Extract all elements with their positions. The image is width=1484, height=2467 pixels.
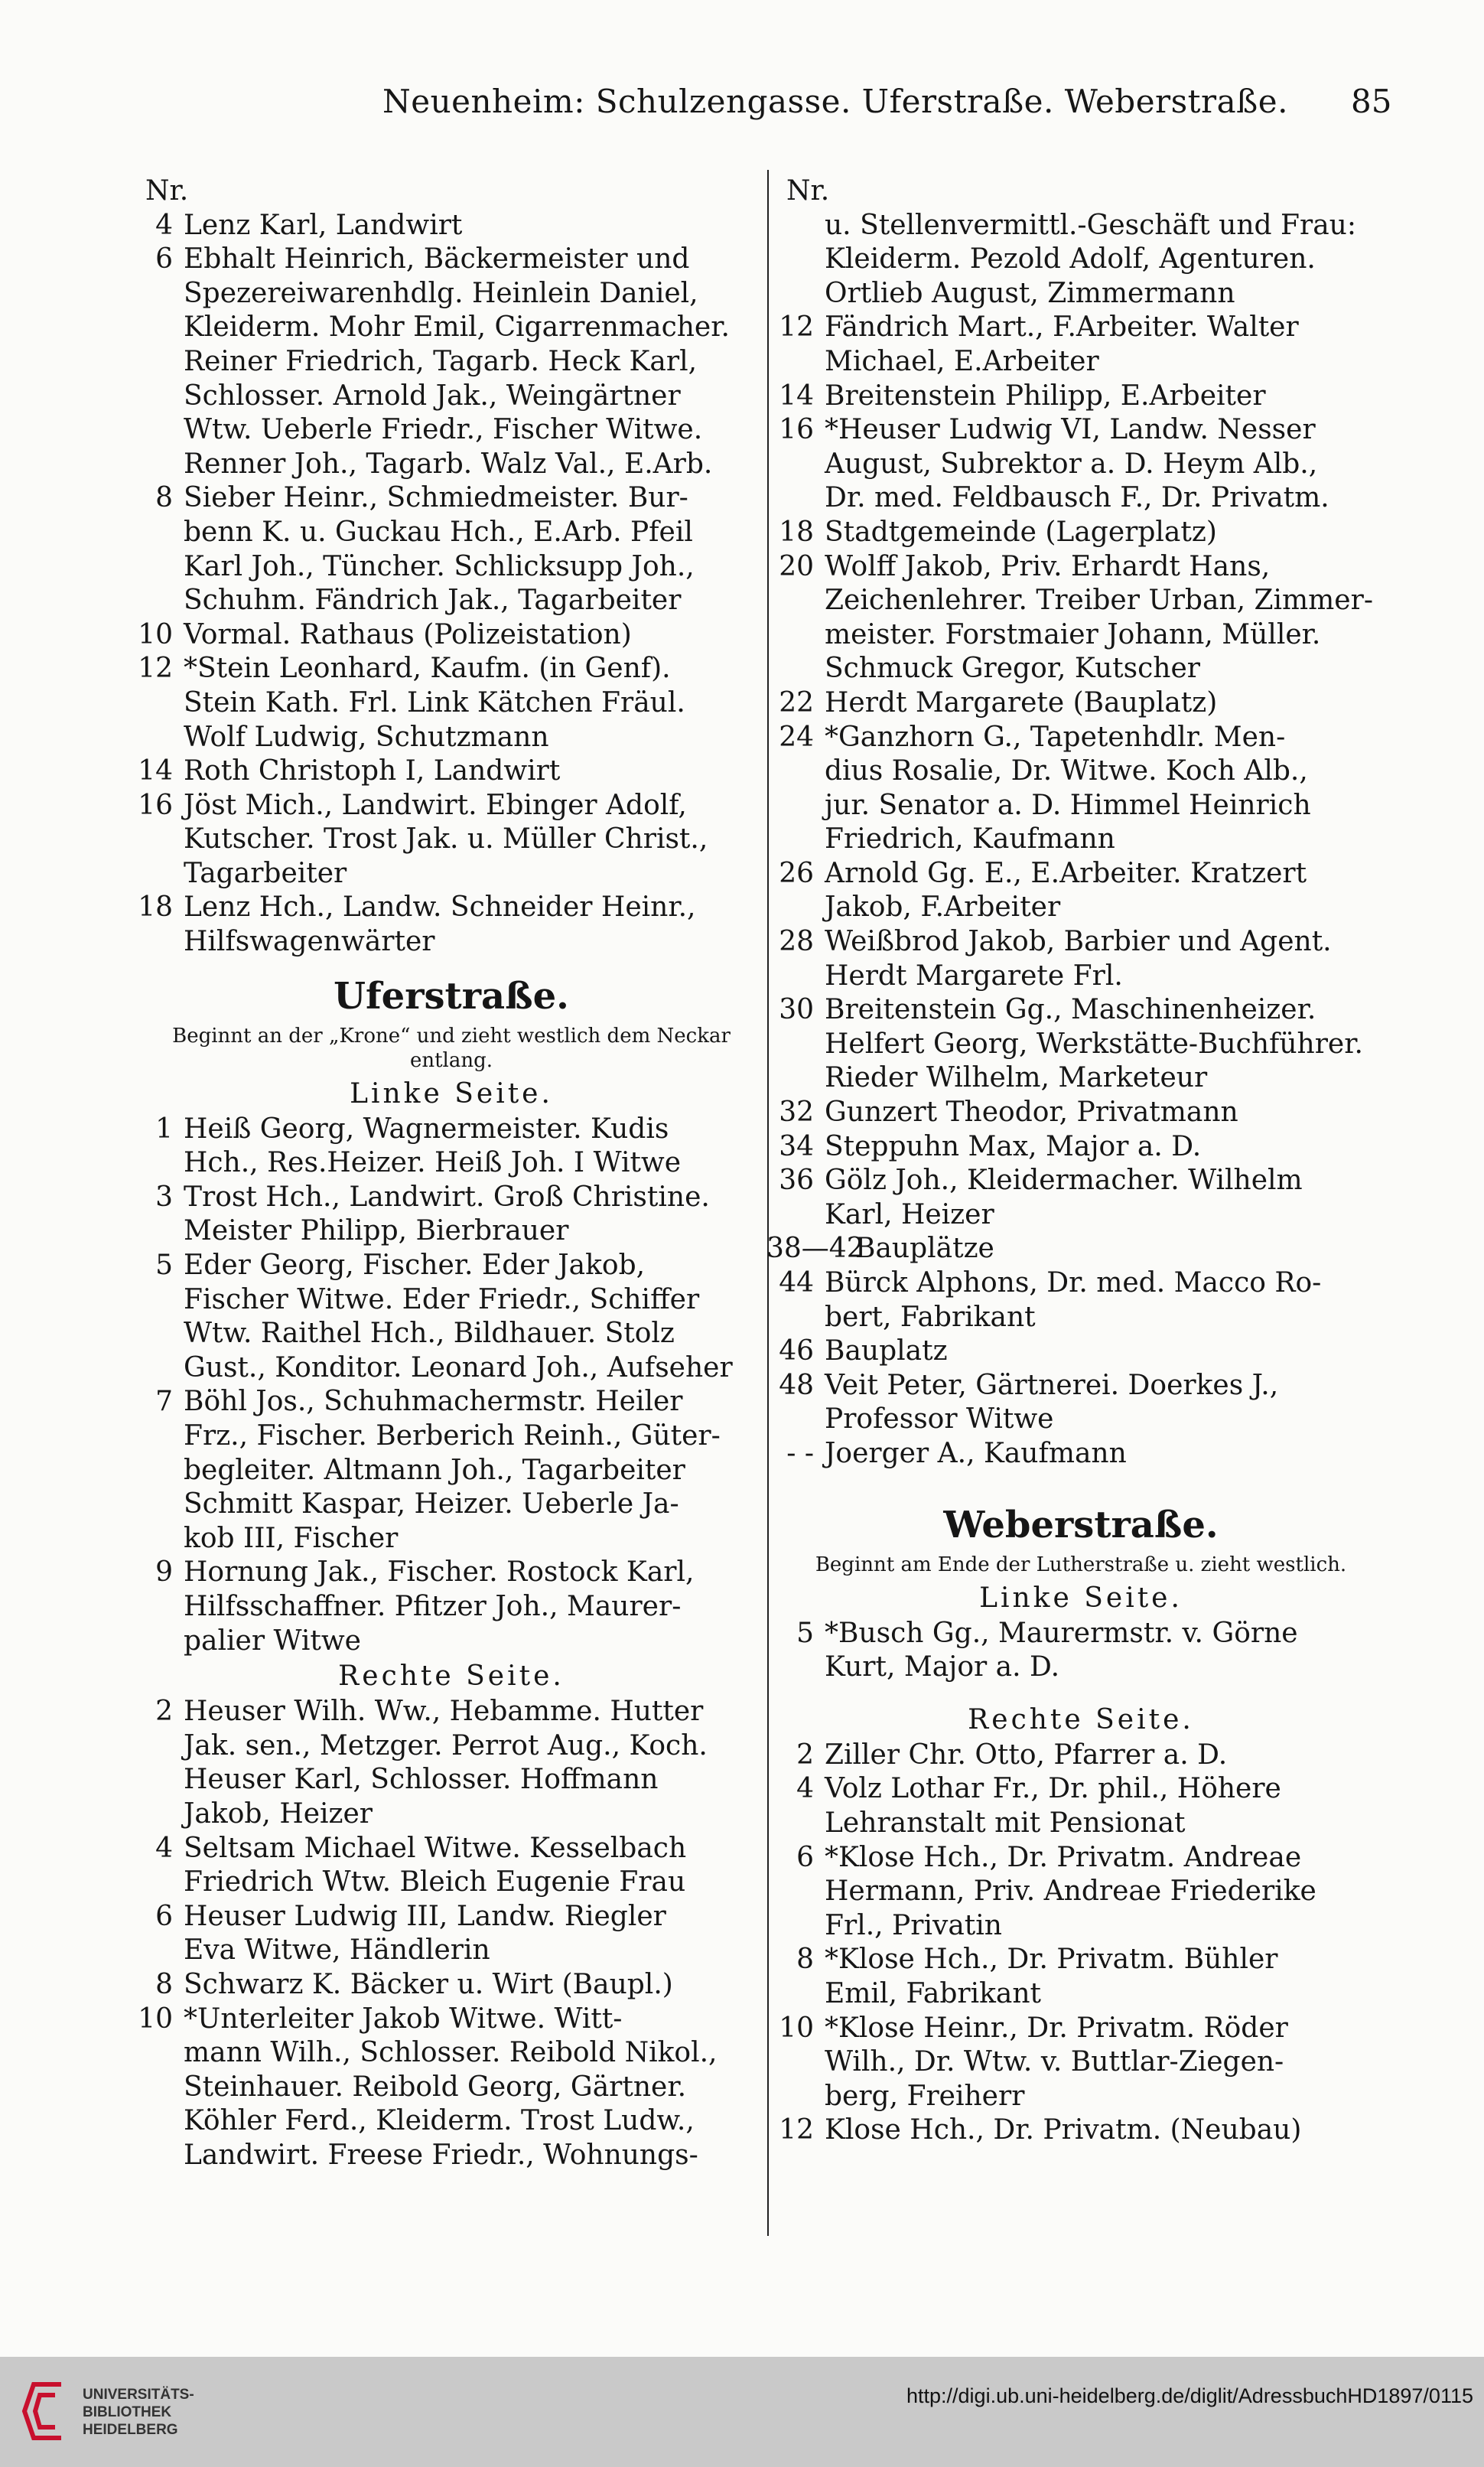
house-number: - -	[786, 1437, 814, 1469]
entry-line	[779, 1266, 1383, 1301]
subhead-linke-seite: Linke Seite.	[350, 1077, 553, 1110]
entry-line	[138, 2071, 765, 2105]
section-note-uferstrasse: Beginnt an der „Krone“ und zieht westlich dem Neckar entlang.	[172, 1024, 731, 1072]
entry-line	[779, 1198, 1383, 1233]
entry-line	[138, 1695, 765, 1729]
left-block-ufer-rechts	[138, 1695, 765, 2172]
left-block-ufer-links	[138, 1113, 765, 1659]
entry-line	[779, 277, 1383, 311]
entry-text: meister. Forstmaier Johann, Müller.	[825, 618, 1321, 650]
entry-text: Steppuhn Max, Major a. D.	[825, 1130, 1202, 1162]
entry-text: Meister Philipp, Bierbrauer	[184, 1215, 569, 1247]
entry-text: Volz Lothar Fr., Dr. phil., Höhere	[825, 1773, 1281, 1805]
entry-text: Eva Witwe, Händlerin	[184, 1934, 490, 1967]
house-number: 4	[796, 1773, 814, 1805]
entry-text: *Ganzhorn G., Tapetenhdlr. Men-	[825, 721, 1286, 753]
entry-text: Professor Witwe	[825, 1403, 1054, 1436]
entry-text: Trost Hch., Landwirt. Groß Christine.	[184, 1181, 710, 1213]
entry-text: August, Subrektor a. D. Heym Alb.,	[825, 448, 1318, 480]
entry-line	[138, 1522, 765, 1556]
entry-line	[138, 277, 765, 311]
entry-text: Spezereiwarenhdlg. Heinlein Daniel,	[184, 277, 698, 309]
entry-line	[138, 721, 765, 755]
entry-line	[138, 448, 765, 482]
entry-line	[779, 516, 1383, 550]
entry-line	[138, 1283, 765, 1318]
entry-text: Hilfsschaffner. Pfitzer Joh., Maurer-	[184, 1590, 682, 1622]
entry-line	[779, 789, 1383, 823]
logo-arc-outer	[24, 2384, 61, 2438]
entry-text: mann Wilh., Schlosser. Reibold Nikol.,	[184, 2037, 718, 2069]
house-number: 34	[779, 1130, 814, 1162]
entry-text: Breitenstein Philipp, E.Arbeiter	[825, 380, 1266, 412]
entry-line	[779, 1977, 1383, 2012]
entry-line	[138, 1625, 765, 1659]
entry-text: Rieder Wilhelm, Marketeur	[825, 1062, 1208, 1094]
entry-line	[779, 686, 1383, 721]
entry-line	[779, 1739, 1383, 1773]
entry-text: Herdt Margarete Frl.	[825, 960, 1123, 992]
entry-line	[138, 243, 765, 277]
entry-text: Lehranstalt mit Pensionat	[825, 1807, 1186, 1839]
entry-line	[779, 1943, 1383, 1977]
entry-line	[779, 618, 1383, 653]
university-library-logo-icon	[17, 2377, 70, 2446]
entry-text: Ziller Chr. Otto, Pfarrer a. D.	[825, 1739, 1228, 1771]
house-number: 36	[779, 1165, 814, 1197]
entry-text: Weißbrod Jakob, Barbier und Agent.	[825, 926, 1332, 958]
entry-text: *Klose Heinr., Dr. Privatm. Röder	[825, 2012, 1288, 2044]
entry-text: *Busch Gg., Maurermstr. v. Görne	[825, 1617, 1298, 1649]
entry-line	[138, 1113, 765, 1147]
entry-text: Jöst Mich., Landwirt. Ebinger Adolf,	[184, 789, 687, 821]
entry-line	[138, 1797, 765, 1832]
entry-line	[138, 857, 765, 891]
entry-line	[138, 1214, 765, 1249]
logo-arc-inner	[35, 2395, 55, 2427]
entry-text: Veit Peter, Gärtnerei. Doerkes J.,	[825, 1369, 1279, 1401]
entry-line	[779, 721, 1383, 755]
entry-text: Friedrich, Kaufmann	[825, 823, 1115, 855]
left-column	[138, 174, 765, 2172]
entry-line	[138, 789, 765, 823]
entry-line	[779, 174, 1383, 209]
page-header-title: Neuenheim: Schulzengasse. Uferstraße. Weberstraße.	[382, 83, 1288, 120]
house-number: 3	[155, 1181, 173, 1213]
entry-line	[779, 891, 1383, 925]
entry-line	[138, 1832, 765, 1866]
entry-text: bert, Fabrikant	[825, 1301, 1036, 1333]
digitization-footer	[0, 2357, 1484, 2467]
entry-text: *Heuser Ludwig VI, Landw. Nesser	[825, 414, 1316, 446]
entry-line	[779, 960, 1383, 994]
entry-text: Bürck Alphons, Dr. med. Macco Ro-	[825, 1267, 1322, 1299]
entry-line	[138, 1351, 765, 1386]
entry-text: *Klose Hch., Dr. Privatm. Andreae	[825, 1841, 1302, 1873]
entry-line	[138, 311, 765, 345]
entry-text: *Unterleiter Jakob Witwe. Witt-	[184, 2003, 623, 2035]
entry-text: Roth Christoph I, Landwirt	[184, 755, 561, 787]
entry-line	[138, 584, 765, 618]
entry-text: Renner Joh., Tagarb. Walz Val., E.Arb.	[184, 448, 713, 480]
entry-line	[138, 1866, 765, 1900]
house-number: 46	[779, 1335, 814, 1367]
entry-text: Ortlieb August, Zimmermann	[825, 277, 1235, 309]
entry-text: Kurt, Major a. D.	[825, 1651, 1060, 1683]
house-number: 26	[779, 857, 814, 889]
entry-text: Karl Joh., Tüncher. Schlicksupp Joh.,	[184, 550, 695, 582]
entry-text: Hermann, Priv. Andreae Friederike	[825, 1876, 1316, 1908]
entry-text: Eder Georg, Fischer. Eder Jakob,	[184, 1250, 646, 1282]
entry-line	[138, 1729, 765, 1764]
entry-text: Böhl Jos., Schuhmachermstr. Heiler	[184, 1386, 683, 1418]
entry-text: Nr.	[145, 175, 189, 207]
entry-line	[779, 1301, 1383, 1335]
entry-line	[138, 1454, 765, 1488]
logo-mark	[24, 2384, 61, 2438]
entry-line	[766, 1232, 1383, 1266]
entry-text: Hornung Jak., Fischer. Rostock Karl,	[184, 1556, 695, 1589]
entry-text: Heuser Ludwig III, Landw. Riegler	[184, 1900, 666, 1932]
entry-text: Sieber Heinr., Schmiedmeister. Bur-	[184, 482, 688, 514]
house-number: 18	[779, 516, 814, 548]
section-title-weberstrasse: Weberstraße.	[943, 1503, 1219, 1546]
entry-line	[138, 1317, 765, 1351]
column-divider	[767, 170, 769, 2236]
entry-text: Klose Hch., Dr. Privatm. (Neubau)	[825, 2114, 1302, 2146]
entry-text: Landwirt. Freese Friedr., Wohnungs-	[184, 2139, 698, 2171]
entry-text: Stadtgemeinde (Lagerplatz)	[825, 516, 1217, 548]
entry-text: Tagarbeiter	[184, 857, 347, 889]
right-block-weber-rechts	[779, 1739, 1383, 2148]
house-number: 10	[138, 618, 173, 650]
house-number: 18	[138, 891, 173, 924]
house-number: 1	[155, 1113, 173, 1145]
entry-text: Herdt Margarete (Bauplatz)	[825, 686, 1218, 719]
entry-text: Wtw. Raithel Hch., Bildhauer. Stolz	[184, 1318, 675, 1350]
house-number: 14	[138, 755, 173, 787]
entry-text: Frl., Privatin	[825, 1909, 1002, 1941]
entry-line	[779, 1335, 1383, 1369]
entry-text: Karl, Heizer	[825, 1198, 994, 1230]
entry-line	[779, 1061, 1383, 1096]
entry-text: *Stein Leonhard, Kaufm. (in Genf).	[184, 653, 671, 685]
entry-text: Fischer Witwe. Eder Friedr., Schiffer	[184, 1283, 700, 1315]
entry-line	[138, 380, 765, 414]
entry-line	[138, 1249, 765, 1283]
entry-text: Heuser Karl, Schlosser. Hoffmann	[184, 1764, 659, 1796]
entry-line	[138, 652, 765, 686]
house-number: 9	[155, 1556, 173, 1589]
entry-line	[779, 584, 1383, 618]
entry-line	[138, 2104, 765, 2139]
entry-line	[138, 1590, 765, 1625]
entry-text: Bauplatz	[825, 1335, 948, 1367]
entry-text: Wolff Jakob, Priv. Erhardt Hans,	[825, 550, 1271, 582]
right-block-weber-links	[779, 1617, 1383, 1685]
entry-line	[779, 2113, 1383, 2148]
entry-line	[779, 1403, 1383, 1437]
entry-text: Köhler Ferd., Kleiderm. Trost Ludw.,	[184, 2105, 695, 2137]
entry-text: Lenz Karl, Landwirt	[184, 209, 463, 241]
entry-text: Heiß Georg, Wagnermeister. Kudis	[184, 1113, 669, 1145]
entry-text: Schlosser. Arnold Jak., Weingärtner	[184, 380, 681, 412]
house-number: 38—42	[766, 1233, 864, 1265]
entry-text: Ebhalt Heinrich, Bäckermeister und	[184, 243, 690, 275]
house-number: 28	[779, 926, 814, 958]
entry-line	[779, 311, 1383, 345]
entry-line	[779, 1772, 1383, 1807]
entry-line	[779, 1437, 1383, 1471]
subhead-rechte-seite: Rechte Seite.	[338, 1660, 565, 1693]
entry-line	[138, 481, 765, 516]
entry-line	[779, 380, 1383, 414]
entry-line	[138, 174, 765, 209]
entry-line	[779, 857, 1383, 891]
entry-text: u. Stellenvermittl.-Geschäft und Frau:	[825, 209, 1356, 241]
entry-text: Jakob, F.Arbeiter	[825, 891, 1061, 924]
house-number: 48	[779, 1369, 814, 1401]
house-number: 14	[779, 380, 814, 412]
entry-line	[779, 345, 1383, 380]
house-number: 5	[155, 1250, 173, 1282]
entry-text: Hch., Res.Heizer. Heiß Joh. I Witwe	[184, 1147, 682, 1179]
entry-line	[779, 2045, 1383, 2080]
section-title-uferstrasse: Uferstraße.	[334, 974, 569, 1018]
entry-text: Jak. sen., Metzger. Perrot Aug., Koch.	[184, 1729, 708, 1761]
entry-text: Breitenstein Gg., Maschinenheizer.	[825, 994, 1316, 1026]
entry-line	[138, 1146, 765, 1181]
entry-line	[779, 243, 1383, 277]
house-number: 2	[155, 1696, 173, 1728]
subhead-linke-seite-weber: Linke Seite.	[979, 1582, 1183, 1614]
entry-line	[779, 823, 1383, 857]
entry-text: Joerger A., Kaufmann	[825, 1437, 1127, 1469]
house-number: 12	[138, 653, 173, 685]
house-number: 24	[779, 721, 814, 753]
entry-text: Gölz Joh., Kleidermacher. Wilhelm	[825, 1165, 1303, 1197]
entry-text: Wilh., Dr. Wtw. v. Buttlar-Ziegen-	[825, 2046, 1284, 2078]
entry-line	[779, 448, 1383, 482]
entry-text: Vormal. Rathaus (Polizeistation)	[184, 618, 632, 650]
entry-text: Reiner Friedrich, Tagarb. Heck Karl,	[184, 345, 698, 377]
entry-text: palier Witwe	[184, 1625, 361, 1657]
entry-text: dius Rosalie, Dr. Witwe. Koch Alb.,	[825, 755, 1308, 787]
entry-text: Steinhauer. Reibold Georg, Gärtner.	[184, 2071, 687, 2103]
library-name-line-2: BIBLIOTHEK	[83, 2404, 172, 2420]
entry-text: kob III, Fischer	[184, 1522, 399, 1554]
house-number: 8	[155, 1968, 173, 2000]
entry-line	[138, 550, 765, 585]
entry-text: benn K. u. Guckau Hch., E.Arb. Pfeil	[184, 516, 693, 548]
house-number: 6	[155, 1900, 173, 1932]
entry-line	[779, 1369, 1383, 1403]
entry-text: Lenz Hch., Landw. Schneider Heinr.,	[184, 891, 696, 924]
entry-text: Michael, E.Arbeiter	[825, 345, 1099, 377]
entry-line	[779, 1909, 1383, 1944]
entry-text: Zeichenlehrer. Treiber Urban, Zimmer-	[825, 585, 1373, 617]
entry-line	[138, 925, 765, 960]
house-number: 44	[779, 1267, 814, 1299]
entry-text: Nr.	[786, 175, 830, 207]
entry-line	[138, 1419, 765, 1454]
entry-line	[779, 2080, 1383, 2114]
house-number: 22	[779, 686, 814, 719]
entry-line	[779, 993, 1383, 1028]
house-number: 5	[796, 1617, 814, 1649]
entry-line	[138, 2139, 765, 2173]
entry-line	[779, 550, 1383, 585]
entry-text: Kleiderm. Mohr Emil, Cigarrenmacher.	[184, 311, 730, 344]
entry-text: jur. Senator a. D. Himmel Heinrich	[825, 789, 1311, 821]
entry-text: Schwarz K. Bäcker u. Wirt (Baupl.)	[184, 1968, 673, 2000]
entry-line	[138, 1968, 765, 2003]
entry-line	[138, 209, 765, 243]
entry-text: Arnold Gg. E., E.Arbeiter. Kratzert	[825, 857, 1307, 889]
house-number: 12	[779, 2114, 814, 2146]
right-column	[766, 174, 1383, 2148]
house-number: 6	[796, 1841, 814, 1873]
house-number: 20	[779, 550, 814, 582]
house-number: 8	[796, 1944, 814, 1976]
entry-text: Schmitt Kaspar, Heizer. Ueberle Ja-	[184, 1488, 679, 1520]
library-name	[83, 2386, 194, 2439]
entry-line	[138, 891, 765, 925]
section-note-weberstrasse: Beginnt am Ende der Lutherstraße u. zieht westlich.	[815, 1553, 1347, 1576]
entry-text: Schmuck Gregor, Kutscher	[825, 653, 1200, 685]
entry-line	[138, 1900, 765, 1934]
entry-line	[779, 925, 1383, 960]
entry-line	[779, 413, 1383, 448]
subhead-rechte-seite-weber: Rechte Seite.	[968, 1703, 1194, 1735]
house-number: 30	[779, 994, 814, 1026]
entry-line	[138, 2003, 765, 2037]
entry-line	[138, 754, 765, 789]
entry-line	[779, 652, 1383, 686]
entry-line	[138, 345, 765, 380]
entry-line	[779, 2012, 1383, 2046]
page-number: 85	[1351, 83, 1392, 120]
entry-text: Jakob, Heizer	[184, 1797, 373, 1830]
library-name-line-1: UNIVERSITÄTS-	[83, 2387, 194, 2403]
entry-line	[138, 1934, 765, 1968]
entry-text: Stein Kath. Frl. Link Kätchen Fräul.	[184, 686, 685, 719]
entry-line	[138, 1488, 765, 1522]
library-name-line-3: HEIDELBERG	[83, 2422, 178, 2438]
entry-text: *Klose Hch., Dr. Privatm. Bühler	[825, 1944, 1278, 1976]
entry-text: Wtw. Ueberle Friedr., Fischer Witwe.	[184, 414, 703, 446]
entry-text: Kleiderm. Pezold Adolf, Agenturen.	[825, 243, 1316, 275]
entry-line	[779, 1841, 1383, 1876]
entry-line	[779, 1096, 1383, 1130]
source-url-link[interactable]: http://digi.ub.uni-heidelberg.de/diglit/AdressbuchHD1897/0115	[906, 2384, 1473, 2407]
entry-line	[138, 686, 765, 721]
house-number: 10	[779, 2012, 814, 2044]
house-number: 32	[779, 1097, 814, 1129]
entry-line	[779, 1651, 1383, 1685]
entry-line	[779, 754, 1383, 789]
entry-text: Friedrich Wtw. Bleich Eugenie Frau	[184, 1866, 686, 1898]
entry-text: Kutscher. Trost Jak. u. Müller Christ.,	[184, 823, 708, 855]
house-number: 10	[138, 2003, 173, 2035]
house-number: 12	[779, 311, 814, 344]
house-number: 6	[155, 243, 173, 275]
entry-text: berg, Freiherr	[825, 2080, 1025, 2112]
entry-text: Fändrich Mart., F.Arbeiter. Walter	[825, 311, 1299, 344]
entry-text: Frz., Fischer. Berberich Reinh., Güter-	[184, 1420, 721, 1452]
house-number: 4	[155, 209, 173, 241]
entry-text: Wolf Ludwig, Schutzmann	[184, 721, 549, 753]
house-number: 7	[155, 1386, 173, 1418]
house-number: 16	[138, 789, 173, 821]
entry-text: Hilfswagenwärter	[184, 926, 435, 958]
entry-line	[138, 413, 765, 448]
entry-line	[138, 1385, 765, 1419]
entry-text: Helfert Georg, Werkstätte-Buchführer.	[825, 1028, 1363, 1060]
right-block-ufer-rechts-cont	[766, 174, 1383, 1471]
entry-line	[779, 1164, 1383, 1198]
entry-text: Bauplätze	[855, 1233, 994, 1265]
entry-line	[779, 209, 1383, 243]
entry-line	[779, 1807, 1383, 1841]
house-number: 16	[779, 414, 814, 446]
entry-text: Heuser Wilh. Ww., Hebamme. Hutter	[184, 1696, 704, 1728]
left-block-schulzengasse	[138, 174, 765, 960]
entry-text: Emil, Fabrikant	[825, 1977, 1042, 2009]
entry-line	[138, 618, 765, 653]
entry-line	[779, 481, 1383, 516]
entry-line	[138, 1181, 765, 1215]
entry-line	[779, 1875, 1383, 1909]
entry-line	[138, 1763, 765, 1797]
entry-line	[138, 1556, 765, 1590]
entry-text: begleiter. Altmann Joh., Tagarbeiter	[184, 1454, 685, 1486]
entry-text: Gust., Konditor. Leonard Joh., Aufseher	[184, 1351, 733, 1383]
entry-text: Seltsam Michael Witwe. Kesselbach	[184, 1832, 687, 1864]
entry-line	[138, 2036, 765, 2071]
entry-line	[779, 1028, 1383, 1062]
entry-line	[138, 823, 765, 857]
house-number: 4	[155, 1832, 173, 1864]
entry-line	[779, 1617, 1383, 1651]
entry-text: Schuhm. Fändrich Jak., Tagarbeiter	[184, 585, 682, 617]
entry-line	[779, 1130, 1383, 1165]
house-number: 8	[155, 482, 173, 514]
house-number: 2	[796, 1739, 814, 1771]
entry-line	[138, 516, 765, 550]
entry-text: Dr. med. Feldbausch F., Dr. Privatm.	[825, 482, 1329, 514]
entry-text: Gunzert Theodor, Privatmann	[825, 1097, 1238, 1129]
